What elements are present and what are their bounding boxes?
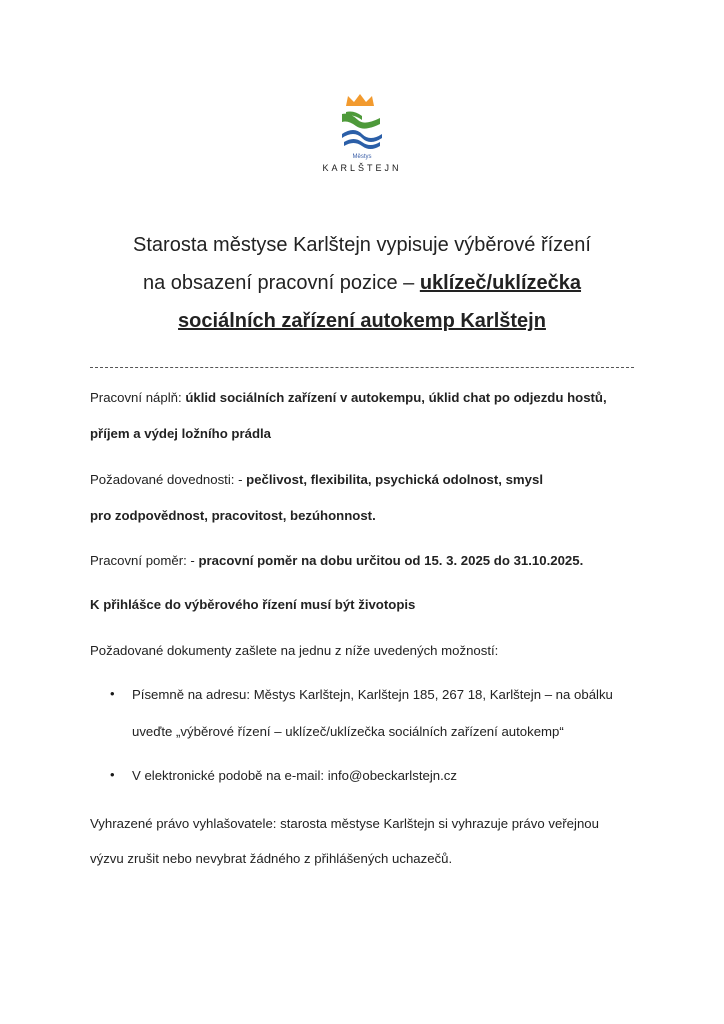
bullet-marker: • [110,767,115,782]
dovednosti-value-1: pečlivost, flexibilita, psychická odolnost, smysl [246,472,543,487]
title-facility: sociálních zařízení autokemp Karlštejn [178,310,546,332]
napln-value-2: příjem a výdej ložního prádla [90,426,272,441]
title-line-1: Starosta městyse Karlštejn vypisuje výběrové řízení [133,234,591,256]
pravo-line-2: výzvu zrušit nebo nevybrat žádného z přihlášených uchazečů. [90,851,453,866]
municipality-logo [310,92,414,182]
napln-value-1: úklid sociálních zařízení v autokempu, úklid chat po odjezdu hostů, [185,390,607,405]
dovednosti-value-2: pro zodpovědnost, pracovitost, bezúhonnost. [90,508,376,523]
napln-label: Pracovní náplň: [90,390,186,405]
logo-name: KARLŠTEJN [322,163,402,173]
napln-line-1 [90,390,607,405]
title-position: uklízeč/uklízečka [419,272,582,294]
title-line-3 [60,302,664,340]
pravo-line-1: Vyhrazené právo vyhlašovatele: starosta městyse Karlštejn si vyhrazuje právo veřejnou [90,816,599,831]
zivotopis-text: K přihlášce do výběrového řízení musí být životopis [90,597,416,612]
title-line-2 [60,264,664,302]
pomer-value: pracovní poměr na dobu určitou od 15. 3. 2025 do 31.10.2025. [198,553,584,568]
dovednosti-line-2 [90,508,376,523]
pomer-label: Pracovní poměr: - [90,553,199,568]
karlstejn-emblem-icon [340,92,384,152]
napln-line-2 [90,426,271,441]
logo-subtitle: Městys [352,154,372,160]
bullet-2-line: V elektronické podobě na e-mail: info@obeckarlstejn.cz [132,768,457,783]
dashed-divider [90,367,634,368]
dokumenty-line: Požadované dokumenty zašlete na jednu z níže uvedených možností: [90,643,499,658]
dovednosti-line-1 [90,472,543,487]
dovednosti-label: Požadované dovednosti: - [90,472,247,487]
bullet-1-line-1: Písemně na adresu: Městys Karlštejn, Karlštejn 185, 267 18, Karlštejn – na obálku [132,687,613,702]
bullet-1-line-2: uveďte „výběrové řízení – uklízeč/uklízečka sociálních zařízení autokemp“ [132,724,564,739]
pomer-line [90,553,583,568]
bullet-marker: • [110,686,115,701]
zivotopis-line [90,597,415,612]
page-title [60,226,664,340]
title-line-2-prefix: na obsazení pracovní pozice – [142,272,420,294]
